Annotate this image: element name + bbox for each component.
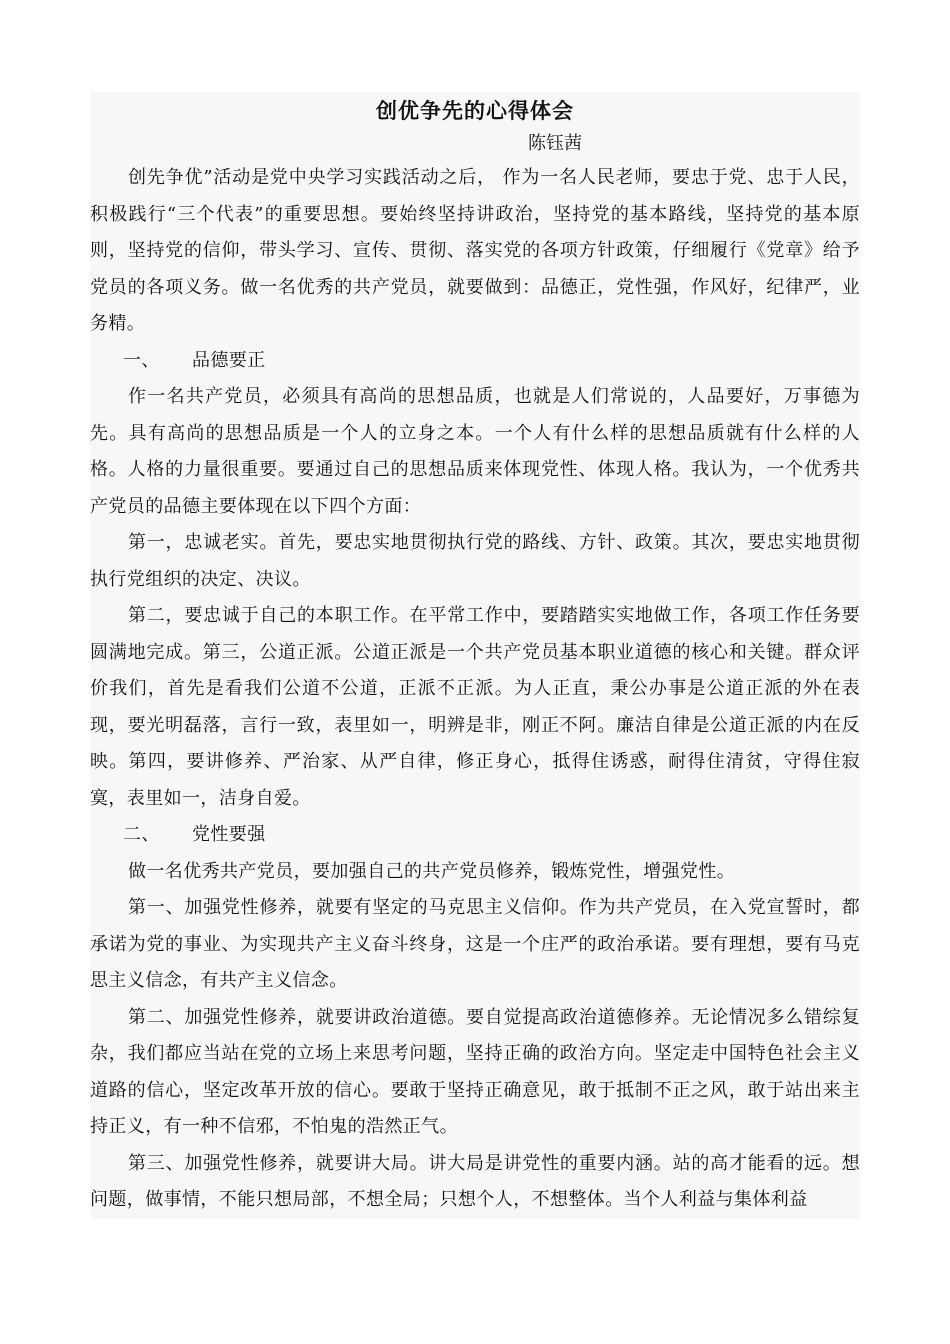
document-title: 创优争先的心得体会	[376, 98, 574, 123]
section-title: 品德要正	[192, 349, 266, 371]
section-number: 二、	[123, 824, 160, 845]
section-number: 一、	[123, 349, 160, 371]
paragraph: 做一名优秀共产党员，要加强自己的共产党员修养，锻炼党性，增强党性。	[128, 860, 736, 882]
document-page	[90, 92, 860, 1219]
paragraph: 第一，忠诚老实。首先，要忠实地贯彻执行党的路线、方针、政策。其次，要忠实地贯彻执行党组织的决定、决议。	[90, 532, 860, 590]
paragraph: 第二，要忠诚于自己的本职工作。在平常工作中，要踏踏实实地做工作，各项工作任务要圆满地完成。第三，公道正派。公道正派是一个共产党员基本职业道德的核心和关键。群众评价我们，首先是看我们公道不公道，正派不正派。为人正直，秉公办事是公道正派的外在表现，要光明磊落，言行一致，表里如一，明辨是非，刚正不阿。廉洁自律是公道正派的内在反映。第四，要讲修养、严治家、从严自律，修正身心，抵得住诱惑，耐得住清贫，守得住寂寞，表里如一，洁身自爱。	[90, 605, 860, 809]
paragraph: 第一、加强党性修养，就要有坚定的马克思主义信仰。作为共产党员，在入党宣誓时，都承诺为党的事业、为实现共产主义奋斗终身，这是一个庄严的政治承诺。要有理想，要有马克思主义信念，有共产主义信念。	[90, 897, 860, 991]
document-author: 陈钰茜	[528, 133, 582, 154]
section-title: 党性要强	[192, 824, 266, 845]
paragraph: 第二、加强党性修养，就要讲政治道德。要自觉提高政治道德修养。无论情况多么错综复杂，我们都应当站在党的立场上来思考问题，坚持正确的政治方向。坚定走中国特色社会主义道路的信心，坚定改革开放的信心。要敢于坚持正确意见，敢于抵制不正之风，敢于站出来主持正义，有一种不信邪，不怕鬼的浩然正气。	[90, 1006, 860, 1137]
section-heading-1	[90, 343, 860, 380]
intro-paragraph: 创先争优”活动是党中央学习实践活动之后， 作为一名人民老师，要忠于党、忠于人民，积极践行“三个代表”的重要思想。要始终坚持讲政治，坚持党的基本路线，坚持党的基本原则，坚持党的信仰，带头学习、宣传、贯彻、落实党的各项方针政策，仔细履行《党章》给予党员的各项义务。做一名优秀的共产党员，就要做到：品德正，党性强，作风好，纪律严，业务精。	[90, 167, 860, 334]
section-heading-2	[90, 817, 860, 854]
paragraph: 作一名共产党员，必须具有高尚的思想品质，也就是人们常说的，人品要好，万事德为先。具有高尚的思想品质是一个人的立身之本。一个人有什么样的思想品质就有什么样的人格。人格的力量很重要。要通过自己的思想品质来体现党性、体现人格。我认为，一个优秀共产党员的品德主要体现在以下四个方面：	[90, 386, 860, 517]
paragraph: 第三、加强党性修养，就要讲大局。讲大局是讲党性的重要内涵。站的高才能看的远。想问题，做事情，不能只想局部，不想全局；只想个人，不想整体。当个人利益与集体利益	[90, 1152, 860, 1210]
